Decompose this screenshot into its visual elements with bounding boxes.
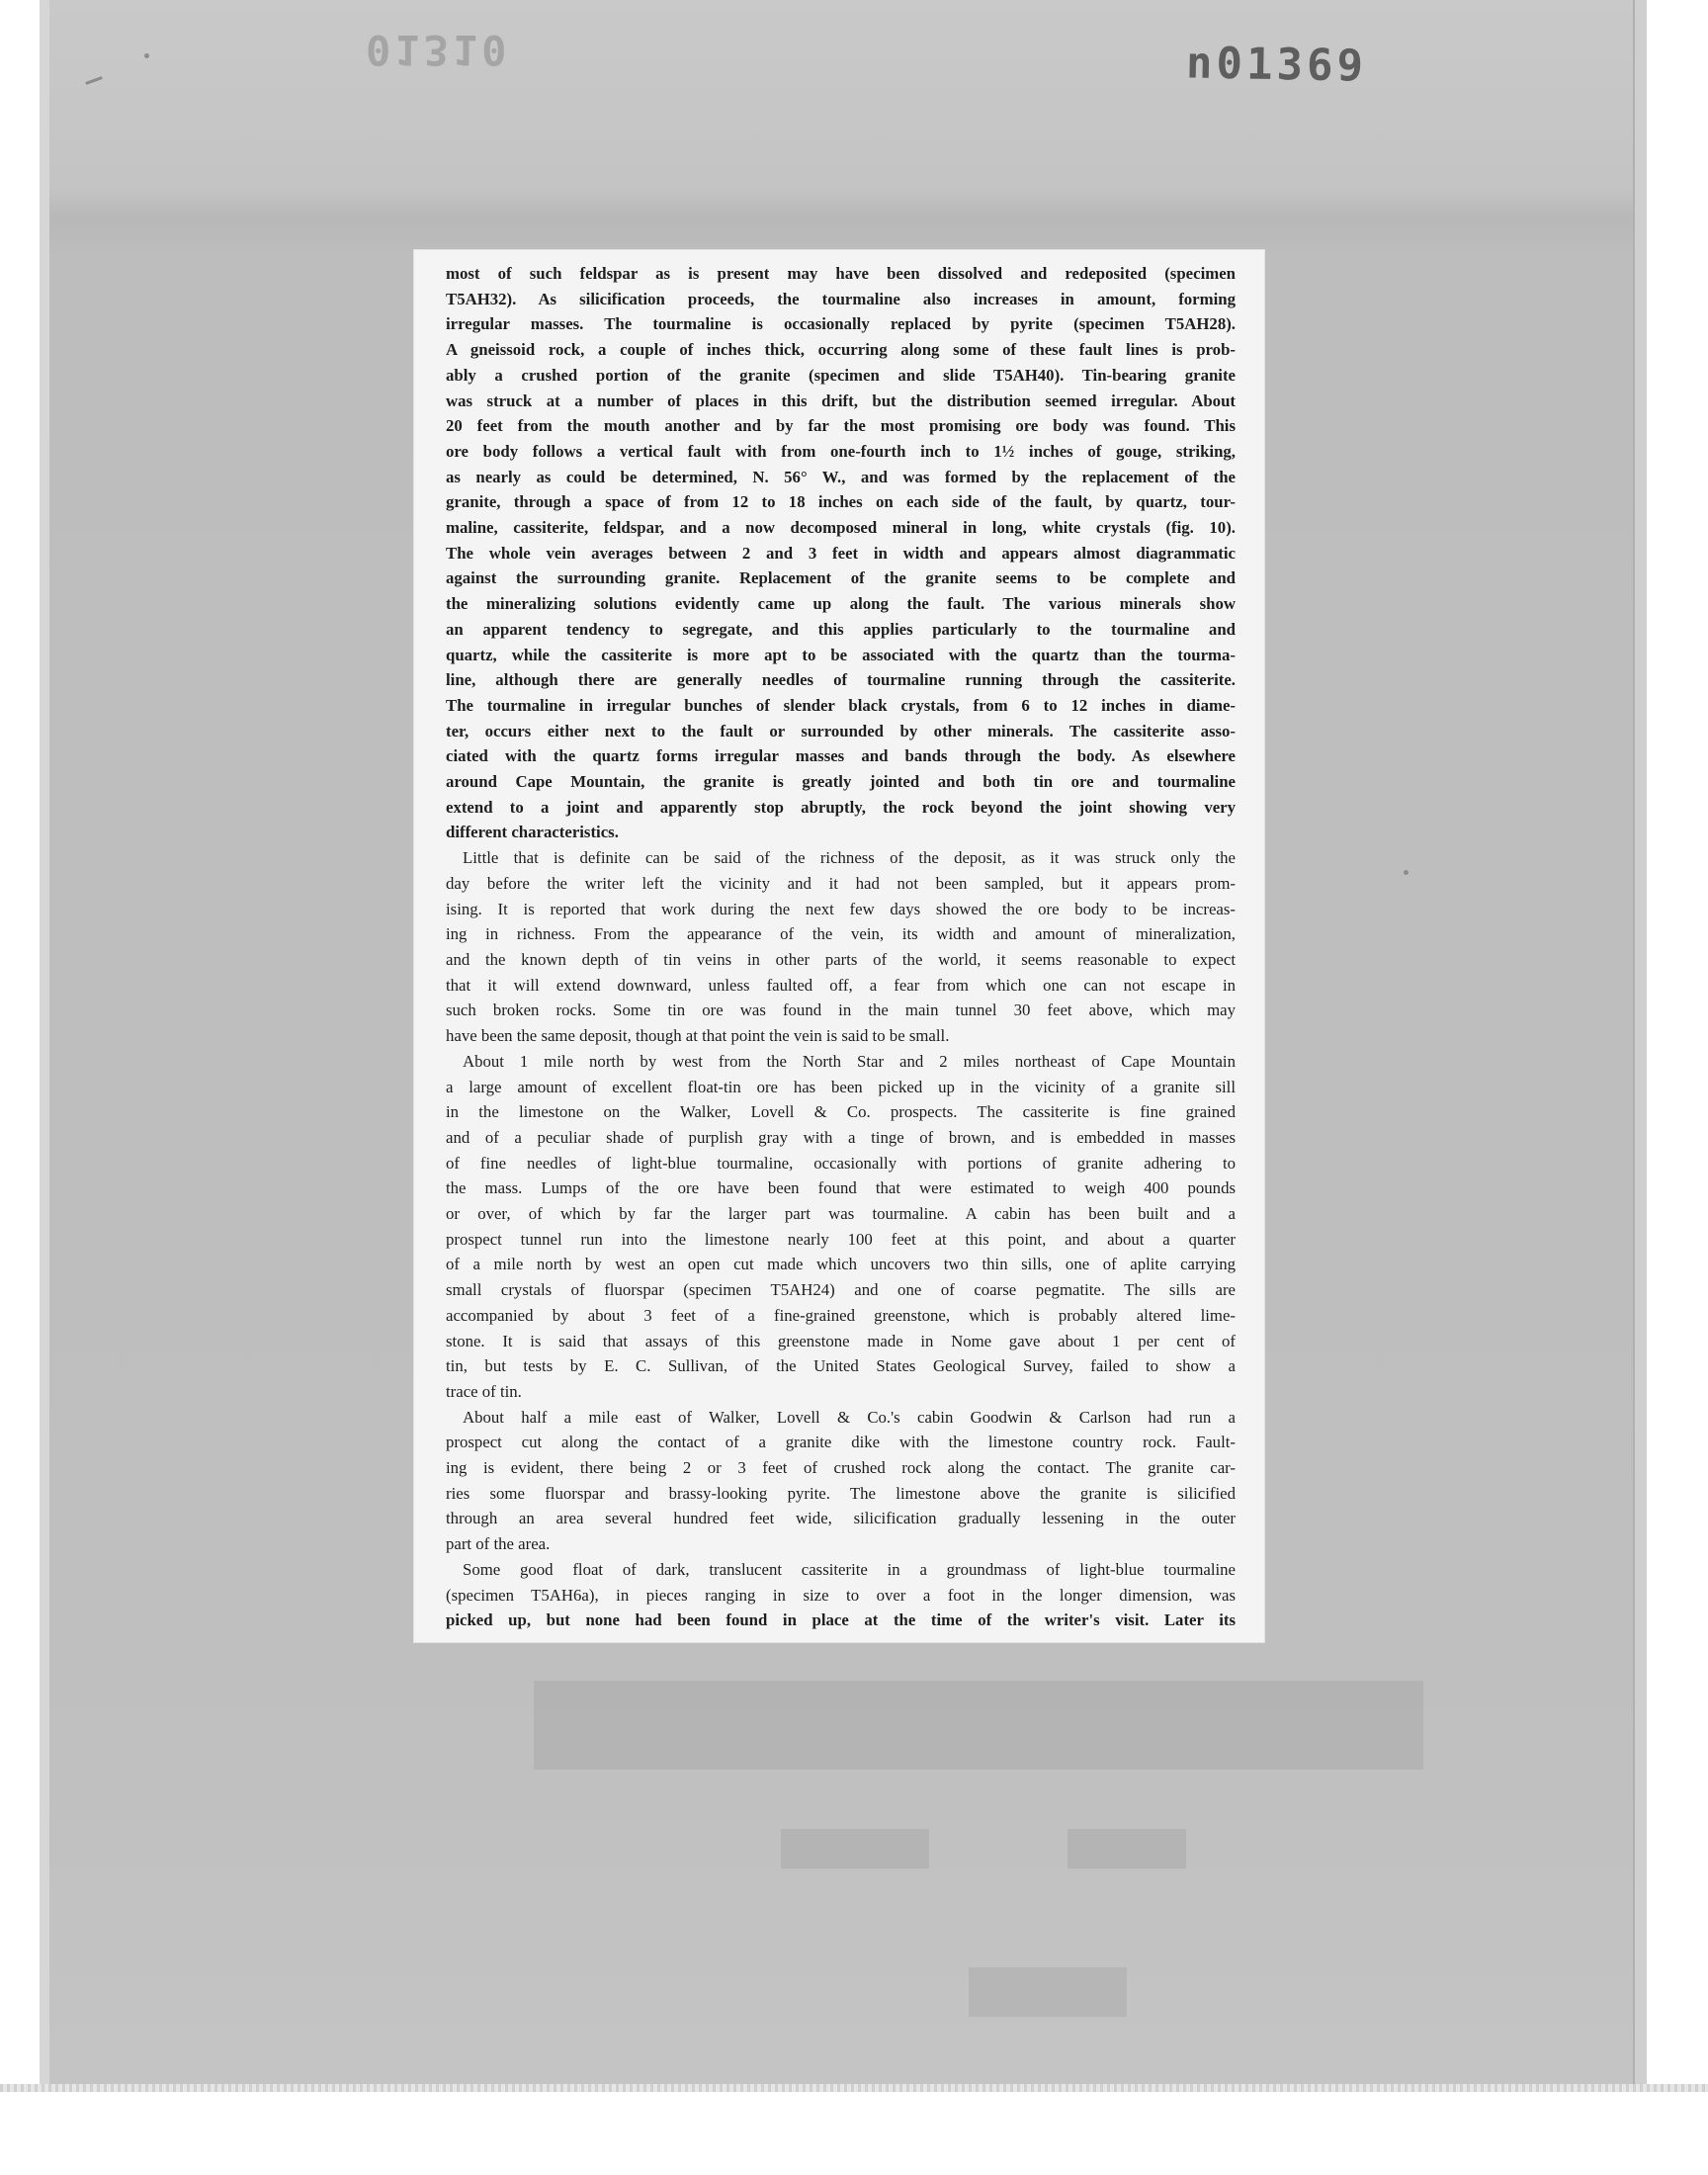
text-line: accompanied by about 3 feet of a fine-grained greenstone, which is probably altered lime-: [446, 1305, 1236, 1325]
text-line: an apparent tendency to segregate, and this applies particularly to the tourmaline and: [446, 619, 1236, 639]
paragraph-5: [446, 1557, 1236, 1633]
text-line: (specimen T5AH6a), in pieces ranging in size to over a foot in the longer dimension, was: [446, 1585, 1236, 1605]
paragraph-4: [446, 1405, 1236, 1557]
text-line: irregular masses. The tourmaline is occasionally replaced by pyrite (specimen T5AH28).: [446, 314, 1236, 334]
text-line: A gneissoid rock, a couple of inches thick, occurring along some of these fault lines is prob-: [446, 340, 1236, 360]
text-line: trace of tin.: [446, 1381, 522, 1401]
film-edge-strip: [0, 2084, 1708, 2092]
text-line: small crystals of fluorspar (specimen T5AH24) and one of coarse pegmatite. The sills are: [446, 1280, 1236, 1300]
text-line: part of the area.: [446, 1534, 551, 1554]
text-line: Some good float of dark, translucent cassiterite in a groundmass of light-blue tourmaline: [463, 1559, 1236, 1579]
text-line: About half a mile east of Walker, Lovell & Co.'s cabin Goodwin & Carlson had run a: [463, 1407, 1236, 1427]
text-line: prospect cut along the contact of a granite dike with the limestone country rock. Fault-: [446, 1433, 1236, 1452]
paragraph-3: [446, 1049, 1236, 1405]
text-line: ore body follows a vertical fault with from one-fourth inch to 1½ inches of gouge, striking,: [446, 441, 1236, 461]
text-line: ciated with the quartz forms irregular masses and bands through the body. As elsewhere: [446, 746, 1236, 766]
text-line: ter, occurs either next to the fault or surrounded by other minerals. The cassiterite asso-: [446, 721, 1236, 740]
board-right-edge: [1635, 0, 1647, 2084]
text-line: prospect tunnel run into the limestone nearly 100 feet at this point, and about a quarter: [446, 1229, 1236, 1249]
text-line: the mass. Lumps of the ore have been found that were estimated to weigh 400 pounds: [446, 1178, 1236, 1198]
paragraph-1: [446, 261, 1236, 845]
text-line: granite, through a space of from 12 to 18 inches on each side of the fault, by quartz, tour-: [446, 492, 1236, 512]
text-line: around Cape Mountain, the granite is greatly jointed and both tin ore and tourmaline: [446, 772, 1236, 792]
archive-stamp-left: 01310: [366, 26, 511, 74]
text-line: or over, of which by far the larger part was tourmaline. A cabin has been built and a: [446, 1204, 1236, 1224]
text-line: was struck at a number of places in this drift, but the distribution seemed irregular. About: [446, 391, 1236, 410]
text-line: ing is evident, there being 2 or 3 feet of crushed rock along the contact. The granite car-: [446, 1458, 1236, 1478]
text-line: 20 feet from the mouth another and by far the most promising ore body was found. This: [446, 416, 1236, 436]
text-line: picked up, but none had been found in place at the time of the writer's visit. Later its: [446, 1610, 1236, 1630]
text-line: T5AH32). As silicification proceeds, the tourmaline also increases in amount, forming: [446, 289, 1236, 308]
text-line: day before the writer left the vicinity and it had not been sampled, but it appears prom-: [446, 873, 1236, 893]
text-line: quartz, while the cassiterite is more apt to be associated with the quartz than the tourma-: [446, 645, 1236, 664]
archive-stamp-right: n01369: [1185, 38, 1368, 92]
text-line: stone. It is said that assays of this greenstone made in Nome gave about 1 per cent of: [446, 1331, 1236, 1350]
dust-speck: [1404, 870, 1409, 875]
text-line: the mineralizing solutions evidently came up along the fault. The various minerals show: [446, 594, 1236, 614]
text-line: that it will extend downward, unless faulted off, a fear from which one can not escape in: [446, 975, 1236, 995]
text-line: most of such feldspar as is present may have been dissolved and redeposited (specimen: [446, 264, 1236, 283]
text-line: About 1 mile north by west from the North Star and 2 miles northeast of Cape Mountain: [463, 1051, 1236, 1071]
text-line: and of a peculiar shade of purplish gray with a tinge of brown, and is embedded in masses: [446, 1127, 1236, 1147]
text-line: of a mile north by west an open cut made which uncovers two thin sills, one of aplite carrying: [446, 1255, 1236, 1274]
text-line: of fine needles of light-blue tourmaline, occasionally with portions of granite adhering to: [446, 1153, 1236, 1173]
text-line: against the surrounding granite. Replacement of the granite seems to be complete and: [446, 568, 1236, 588]
text-line: extend to a joint and apparently stop abruptly, the rock beyond the joint showing very: [446, 797, 1236, 817]
text-line: such broken rocks. Some tin ore was found in the main tunnel 30 feet above, which may: [446, 1000, 1236, 1020]
text-line: Little that is definite can be said of the richness of the deposit, as it was struck only the: [463, 848, 1236, 868]
text-line: ably a crushed portion of the granite (specimen and slide T5AH40). Tin-bearing granite: [446, 365, 1236, 385]
text-line: line, although there are generally needles of tourmaline running through the cassiterite.: [446, 670, 1236, 690]
text-line: a large amount of excellent float-tin ore has been picked up in the vicinity of a granite sill: [446, 1077, 1236, 1096]
text-line: through an area several hundred feet wide, silicification gradually lessening in the outer: [446, 1509, 1236, 1528]
text-line: different characteristics.: [446, 823, 619, 842]
text-line: The whole vein averages between 2 and 3 feet in width and appears almost diagrammatic: [446, 543, 1236, 563]
text-line: and the known depth of tin veins in other parts of the world, it seems reasonable to expect: [446, 949, 1236, 969]
text-line: ries some fluorspar and brassy-looking pyrite. The limestone above the granite is silicified: [446, 1483, 1236, 1503]
text-line: ising. It is reported that work during the next few days showed the ore body to be increas-: [446, 899, 1236, 918]
dust-speck: [144, 53, 149, 58]
text-line: as nearly as could be determined, N. 56° W., and was formed by the replacement of the: [446, 467, 1236, 486]
text-line: in the limestone on the Walker, Lovell & Co. prospects. The cassiterite is fine grained: [446, 1102, 1236, 1122]
board-left-edge: [40, 0, 49, 2084]
bleed-through-shadow: [534, 1681, 1423, 2037]
text-line: The tourmaline in irregular bunches of slender black crystals, from 6 to 12 inches in diame-: [446, 695, 1236, 715]
text-line: have been the same deposit, though at that point the vein is said to be small.: [446, 1026, 950, 1046]
text-line: maline, cassiterite, feldspar, and a now decomposed mineral in long, white crystals (fig. 10).: [446, 518, 1236, 538]
document-page: [413, 249, 1265, 1643]
text-line: ing in richness. From the appearance of the vein, its width and amount of mineralization,: [446, 924, 1236, 944]
text-line: tin, but tests by E. C. Sullivan, of the United States Geological Survey, failed to show a: [446, 1356, 1236, 1376]
paragraph-2: [446, 845, 1236, 1049]
